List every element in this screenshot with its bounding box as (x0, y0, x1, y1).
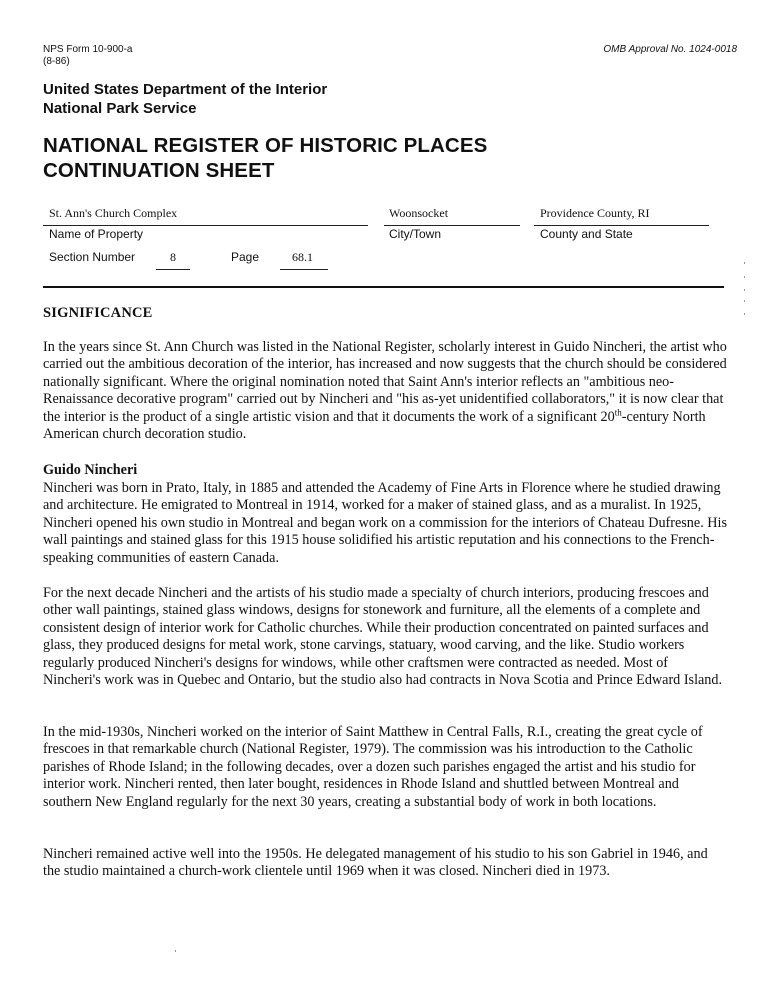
agency-block (43, 80, 327, 118)
section-number-label: Section Number (49, 250, 136, 264)
city-value: Woonsocket (389, 206, 449, 220)
page-title (43, 133, 487, 183)
city-label: City/Town (389, 227, 442, 241)
paragraph-intro-text: In the years since St. Ann Church was listed in the National Register, scholarly interest in Guido Nincheri, the artist who carried out the ambitious decoration of the interior, has increased and now suggests that the church should be considered nationally significant. Where the original nomination noted that Saint Ann's interior reflects an "ambitious neo-Renaissance decorative program" carried out by Nincheri and "his as-yet unidentified collaborators," it is now clear that the interior is the product of a single artistic vision and that it documents the work of a significant 20 (43, 339, 727, 425)
county-label: County and State (540, 227, 633, 241)
section-number-value: 8 (170, 250, 176, 264)
title-line-2: CONTINUATION SHEET (43, 159, 275, 182)
superscript-th: th (614, 406, 622, 417)
omb-approval: OMB Approval No. 1024-0018 (603, 44, 737, 55)
section-heading: SIGNIFICANCE (43, 305, 153, 321)
page-line (280, 269, 328, 270)
city-line (384, 225, 520, 226)
county-line (534, 225, 709, 226)
department-name: United States Department of the Interior (43, 81, 328, 98)
paragraph-biography: Nincheri was born in Prato, Italy, in 1885 and attended the Academy of Fine Arts in Florence where he studied drawing and architecture. He emigrated to Montreal in 1914, worked for a maker of stained glass, and as a muralist. In 1925, Nincheri opened his own studio in Montreal and began work on a commission for the interiors of Chateau Dufresne. His wall paintings and stained glass for this 1915 house solidified his artistic reputation and his connections to the French-speaking communities of eastern Canada. (43, 480, 727, 566)
subheading-guido-nincheri: Guido Nincheri (43, 462, 138, 478)
service-name: National Park Service (43, 100, 197, 117)
section-number-line (156, 269, 190, 270)
form-number-text: NPS Form 10-900-a (43, 44, 133, 55)
property-name-line (43, 225, 368, 226)
form-date-text: (8-86) (43, 56, 70, 67)
paragraph-intro-end: -century North American church decoration studio. (43, 408, 706, 443)
paragraph-studio-work: For the next decade Nincheri and the artists of his studio made a specialty of church interiors, producing frescoes and other wall paintings, stained glass windows, designs for stonework and furniture, all the elements of a complete and consistent design of interior work for Catholic churches. While their production concentrated on painted surfaces and glass, they produced designs for metal work, stone carvings, statuary, wood carving, and the like. Studio workers regularly produced Nincheri's designs for windows, while other craftsmen were contracted as needed. Most of Nincheri's work was in Quebec and Ontario, but the studio also had contracts in Nova Scotia and Prince Edward Island. (43, 585, 723, 689)
paragraph-rhode-island: In the mid-1930s, Nincheri worked on the interior of Saint Matthew in Central Falls, R.I., creating the great cycle of frescoes in that remarkable church (National Register, 1979). The commission was his introduction to the Catholic parishes of Rhode Island; in the following decades, over a dozen such parishes engaged the artist and his studio for interior work. Nincheri rented, then later bought, residences in Rhode Island and shuttled between Montreal and southern New England regularly for the next 30 years, creating a substantial body of work in both locations. (43, 724, 703, 810)
form-number (43, 44, 132, 68)
page-value: 68.1 (292, 250, 313, 264)
property-name-value: St. Ann's Church Complex (49, 206, 178, 220)
county-value: Providence County, RI (540, 206, 650, 220)
page-label: Page (231, 250, 260, 264)
title-line-1: NATIONAL REGISTER OF HISTORIC PLACES (43, 134, 488, 157)
paragraph-intro (43, 339, 727, 443)
header-rule (43, 286, 724, 288)
paragraph-later-years: Nincheri remained active well into the 1950s. He delegated management of his studio to his son Gabriel in 1946, and the studio maintained a church-work clientele until 1969 when it was closed. Nincheri died in 1973. (43, 846, 708, 880)
property-name-label: Name of Property (49, 227, 144, 241)
